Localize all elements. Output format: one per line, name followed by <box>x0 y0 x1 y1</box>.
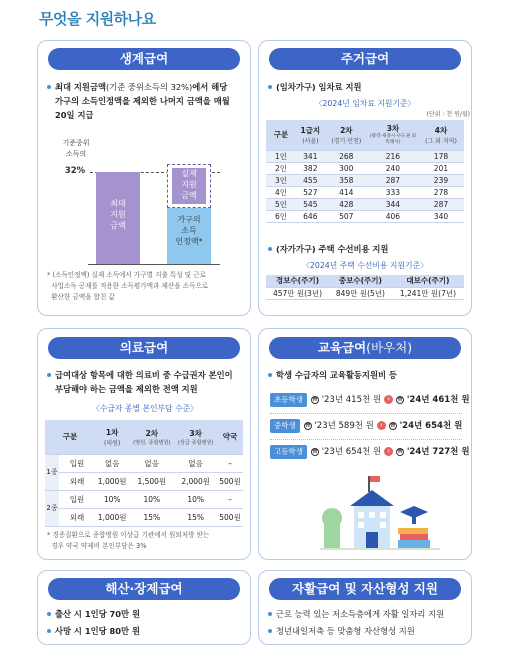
housing-rent-table <box>266 120 464 223</box>
self-bullet-2: 청년내일저축 등 맞춤형 자산형성 지원 <box>276 626 415 636</box>
birth-bullet: 출산 시 1인당 70만 원 <box>55 609 140 619</box>
table-row: 외래 1,000원 15% 15% 500원 <box>45 508 243 526</box>
header-cell: 3차 (광역·세종시·수도권 외 특례시) <box>368 120 418 150</box>
housing-repair-subtitle: 〈2024년 주택 수선비용 지원기준〉 <box>302 261 428 270</box>
header-cell: 구분 <box>266 120 296 150</box>
money-icon: ₩ <box>390 422 396 429</box>
baseline <box>88 264 220 265</box>
education-benefit-title: 교육급여(바우처) <box>269 337 461 359</box>
axis-label: 기준중위 소득의 <box>62 139 90 158</box>
axis-value: 32% <box>64 166 86 176</box>
living-benefit-desc: 최대 지원금액(기준 중위소득의 32%)에서 해당 가구의 소득인정액을 제외한 나머지 금액을 매월 20일 지급 <box>55 80 245 122</box>
table-row: 2인 382 300 240 201 <box>266 162 464 174</box>
housing-rent-bullet: (임차가구) 임차료 지원 <box>276 82 362 92</box>
death-bullet: 사망 시 1인당 80만 원 <box>55 626 140 636</box>
self-bullet-1: 근로 능력 있는 저소득층에게 자활 일자리 지원 <box>276 609 445 619</box>
medical-note: * 경증질환으로 종합병원 이상급 기관에서 원외처방 받는 경우 약국 약제비 본인부담은 3% <box>47 531 210 550</box>
medical-desc: 급여대상 항목에 대한 의료비 중 수급권자 본인이 부담해야 하는 금액을 제외한 전액 지원 <box>55 368 245 396</box>
edu-row-middle: 중학생 ₩ '23년 589천 원 › ₩ '24년 654천 원 <box>270 418 462 434</box>
self-support-title: 자활급여 및 자산형성 지원 <box>269 578 461 600</box>
money-icon: ₩ <box>305 422 311 429</box>
divider <box>270 413 462 414</box>
table-row: 6인 646 507 406 340 <box>266 210 464 222</box>
money-icon: ₩ <box>312 396 318 403</box>
school-illustration <box>320 472 440 554</box>
header-cell: 1급지 (서울) <box>296 120 325 150</box>
housing-rent-subtitle: 〈2024년 임차료 지원기준〉 <box>314 99 416 108</box>
table-row: 2종 입원 10% 10% 10% – <box>45 490 243 508</box>
header-cell: 4차 (그 외 지역) <box>418 120 464 150</box>
birth-benefit-title: 해산·장제급여 <box>48 578 240 600</box>
edu-row-elementary: 초등학생 ₩ '23년 415천 원 › ₩ '24년 461천 원 <box>270 392 470 408</box>
arrow-right-icon: › <box>384 395 393 404</box>
header-cell: 2차 (경기·인천) <box>325 120 368 150</box>
medical-table-header: 구분 1차 (의원) 2차 (병원, 종합병원) 3차 (상급 종합병원) 약국 <box>45 420 243 454</box>
actual-support-label: 실제 지원 금액 <box>181 169 197 200</box>
money-icon: ₩ <box>312 448 318 455</box>
arrow-right-icon: › <box>384 447 393 456</box>
housing-table-header <box>266 120 464 150</box>
arrow-right-icon: › <box>377 421 386 430</box>
edu-row-high: 고등학생 ₩ '23년 654천 원 › ₩ '24년 727천 원 <box>270 444 470 460</box>
housing-repair-table <box>266 275 464 300</box>
table-row: 5인 545 428 344 287 <box>266 198 464 210</box>
housing-benefit-title: 주거급여 <box>269 48 461 70</box>
money-icon: ₩ <box>397 396 403 403</box>
table-row: 3인 455 358 287 239 <box>266 174 464 186</box>
medical-benefit-title: 의료급여 <box>48 337 240 359</box>
table-row: 457만 원(3년) 849만 원(5년) 1,241만 원(7년) <box>266 287 464 299</box>
education-bullet: 학생 수급자의 교육활동지원비 등 <box>276 370 397 380</box>
max-support-label: 최대 지원 금액 <box>110 199 126 230</box>
table-row: 1종 입원 없음 없음 없음 – <box>45 454 243 472</box>
table-row: 1인 341 268 216 178 <box>266 150 464 162</box>
housing-unit: (단위 : 천 원/월) <box>426 111 470 118</box>
table-row: 외래 1,000원 1,500원 2,000원 500원 <box>45 472 243 490</box>
divider <box>270 439 462 440</box>
money-icon: ₩ <box>397 448 403 455</box>
housing-repair-bullet: (자가가구) 주택 수선비용 지원 <box>276 244 389 254</box>
income-label: 가구의 소득 인정액* <box>175 215 203 246</box>
living-note: * (소득인정액) 실제 소득에서 가구별 지출 특성 및 근로 사업소득 공제를 적용한 소득평가액과 재산을 소득으로 환산한 금액을 합친 값 <box>47 271 209 301</box>
medical-table <box>45 420 243 527</box>
table-row: 4인 527 414 333 278 <box>266 186 464 198</box>
medical-subtitle: 〈수급자 종별 본인부담 수준〉 <box>92 404 198 413</box>
living-benefit-title: 생계급여 <box>48 48 240 70</box>
page-title: 무엇을 지원하나요 <box>39 10 156 28</box>
table-row: 경보수(주기) 중보수(주기) 대보수(주기) <box>266 275 464 287</box>
